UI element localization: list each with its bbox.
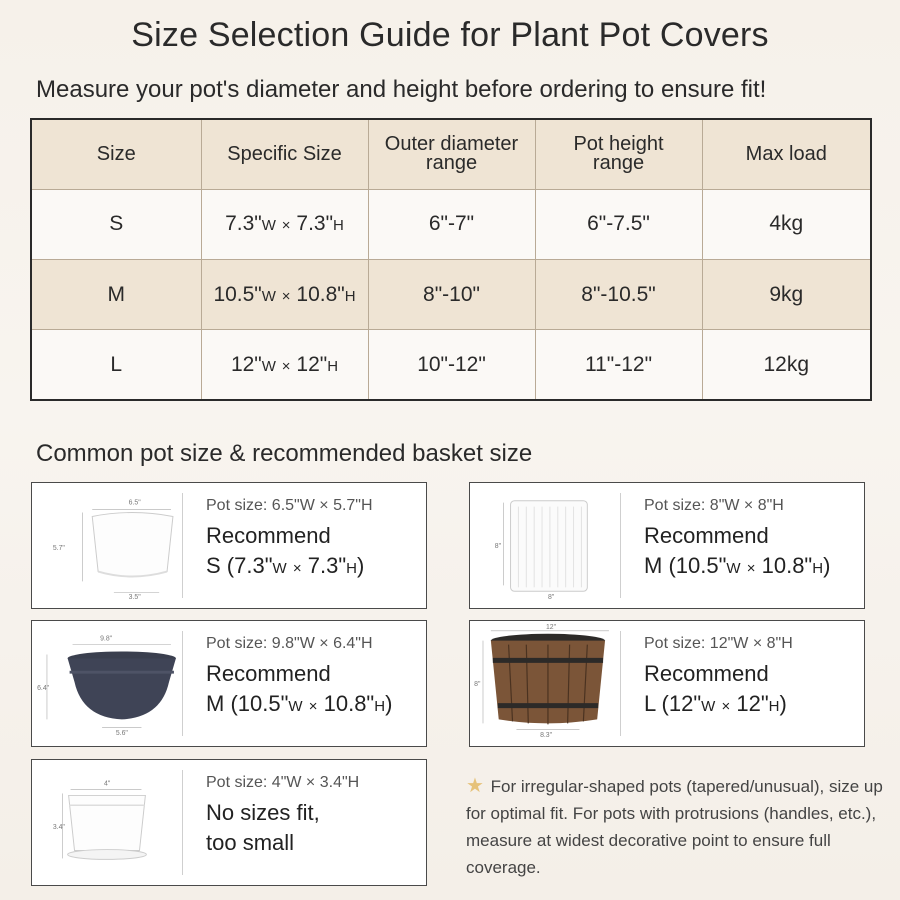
dark-bowl-pot-image [32,621,182,746]
svg-text:8.3": 8.3" [540,732,553,740]
svg-text:6.4": 6.4" [37,684,50,692]
svg-text:4": 4" [104,780,111,788]
svg-text:3.4": 3.4" [52,823,65,831]
page-title: Size Selection Guide for Plant Pot Covers [131,16,769,54]
pot-size-label: Pot size: 4"W × 3.4"H [206,774,360,791]
row-specific-size: 12"W × 12"H [201,330,368,400]
row-pot-height: 11"-12" [535,330,702,400]
white-saucer-pot-image [32,760,182,885]
row-pot-height: 8"-10.5" [535,260,702,330]
card-divider [182,770,183,875]
recommend-value: L (12"W × 12"H) [644,691,787,716]
pot-size-label: Pot size: 9.8"W × 6.4"H [206,635,373,652]
size-table [30,118,872,401]
card-divider [182,631,183,736]
row-outer-diameter: 8"-10" [368,260,535,330]
pot-size-label: Pot size: 8"W × 8"H [644,497,784,514]
header-pot-height: Pot height range [535,119,702,189]
svg-text:8": 8" [494,542,502,550]
card-divider [620,631,621,736]
table-row [31,260,871,330]
recommend-label: Recommend [644,523,769,548]
recommend-value: M (10.5"W × 10.8"H) [206,691,393,716]
fit-note-text: For irregular-shaped pots (tapered/unusual), size up for optimal fit. For pots with protrusions (handles, etc.), measure at widest decorative point to ensure full coverage. [466,777,883,877]
row-max-load: 9kg [702,260,871,330]
row-specific-size: 7.3"W × 7.3"H [201,189,368,259]
pot-size-label: Pot size: 6.5"W × 5.7"H [206,497,373,514]
svg-text:8": 8" [474,680,481,688]
row-outer-diameter: 10"-12" [368,330,535,400]
fit-note [466,773,886,881]
pot-card-barrel [469,620,865,747]
page-subtitle: Measure your pot's diameter and height before ordering to ensure fit! [36,76,767,103]
pot-card-small-saucer [31,759,427,886]
row-outer-diameter: 6"-7" [368,189,535,259]
table-header-row [31,119,871,189]
svg-text:5.7": 5.7" [52,544,65,552]
recommend-value: M (10.5"W × 10.8"H) [644,553,831,578]
row-max-load: 4kg [702,189,871,259]
table-row [31,330,871,400]
white-ribbed-pot-image [470,483,620,608]
header-specific-size: Specific Size [201,119,368,189]
recommend-label: Recommend [206,523,331,548]
no-fit-label: No sizes fit, [206,800,320,825]
header-size: Size [31,119,201,189]
pot-size-label: Pot size: 12"W × 8"H [644,635,793,652]
svg-text:3.5": 3.5" [128,594,141,602]
row-size: S [31,189,201,259]
row-specific-size: 10.5"W × 10.8"H [201,260,368,330]
table-row [31,189,871,259]
pot-card-dark-bowl [31,620,427,747]
svg-text:9.8": 9.8" [100,635,113,643]
header-outer-diameter: Outer diameter range [368,119,535,189]
svg-text:5.6": 5.6" [115,730,128,738]
svg-text:12": 12" [545,623,557,631]
recommend-label: Recommend [644,661,769,686]
row-pot-height: 6"-7.5" [535,189,702,259]
pot-card-ribbed-white [469,482,865,609]
svg-text:8": 8" [547,594,555,602]
row-size: L [31,330,201,400]
card-divider [620,493,621,598]
star-icon: ★ [466,775,484,797]
card-divider [182,493,183,598]
wooden-barrel-pot-image [470,621,620,746]
recommend-value: S (7.3"W × 7.3"H) [206,553,365,578]
row-max-load: 12kg [702,330,871,400]
svg-text:6.5": 6.5" [128,499,141,507]
row-size: M [31,260,201,330]
recommend-label: Recommend [206,661,331,686]
pot-card-small-white [31,482,427,609]
section-title: Common pot size & recommended basket size [36,440,533,467]
white-round-pot-image [32,483,182,608]
header-max-load: Max load [702,119,871,189]
too-small-label: too small [206,830,295,855]
